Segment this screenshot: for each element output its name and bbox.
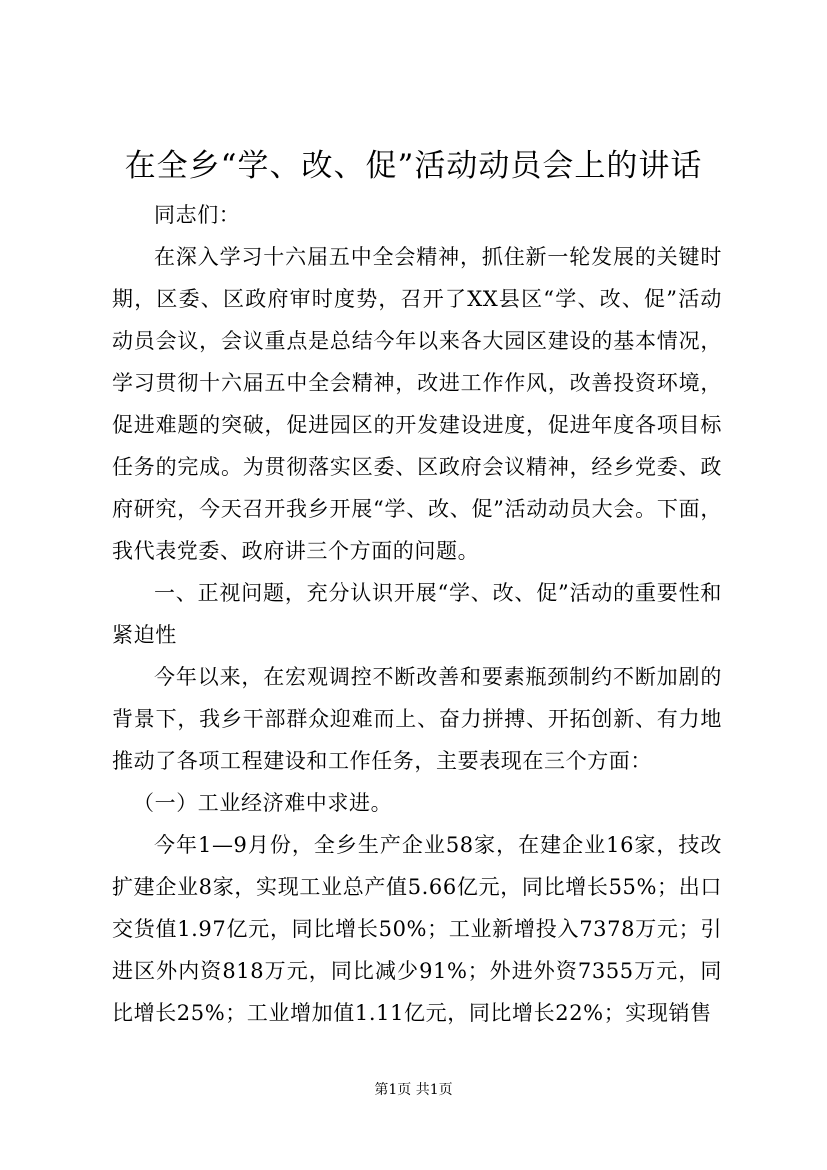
section-heading: 一、正视问题，充分认识开展“学、改、促”活动的重要性和紧迫性	[112, 581, 722, 647]
page-footer: 第1页 共1页	[374, 1082, 453, 1098]
paragraph-background: 今年以来，在宏观调控不断改善和要素瓶颈制约不断加剧的背景下，我乡干部群众迎难而上、奋力拼搏、开拓创新、有力地推动了各项工程建设和工作任务，主要表现在三个方面：	[112, 665, 722, 773]
document-title: 在全乡“学、改、促”活动动员会上的讲话	[124, 148, 703, 184]
document-body	[112, 194, 722, 1034]
paragraph-statistics: 今年1—9月份，全乡生产企业58家，在建企业16家，技改扩建企业8家，实现工业总产值5.66亿元，同比增长55%；出口交货值1.97亿元，同比增长50%；工业新增投入7378万元；引进区外内资818万元，同比减少91%；外进外资7355万元，同比增长25%；工业增加值1.11亿元，同比增长22%；实现销售	[112, 833, 722, 1025]
salutation: 同志们：	[154, 203, 241, 227]
sub-heading: （一）工业经济难中求进。	[133, 791, 393, 815]
paragraph-intro: 在深入学习十六届五中全会精神，抓住新一轮发展的关键时期，区委、区政府审时度势，召开了XX县区“学、改、促”活动动员会议，会议重点是总结今年以来各大园区建设的基本情况，学习贯彻十六届五中全会精神，改进工作作风，改善投资环境，促进难题的突破，促进园区的开发建设进度，促进年度各项目标任务的完成。为贯彻落实区委、区政府会议精神，经乡党委、政府研究，今天召开我乡开展“学、改、促”活动动员大会。下面，我代表党委、政府讲三个方面的问题。	[112, 245, 722, 563]
